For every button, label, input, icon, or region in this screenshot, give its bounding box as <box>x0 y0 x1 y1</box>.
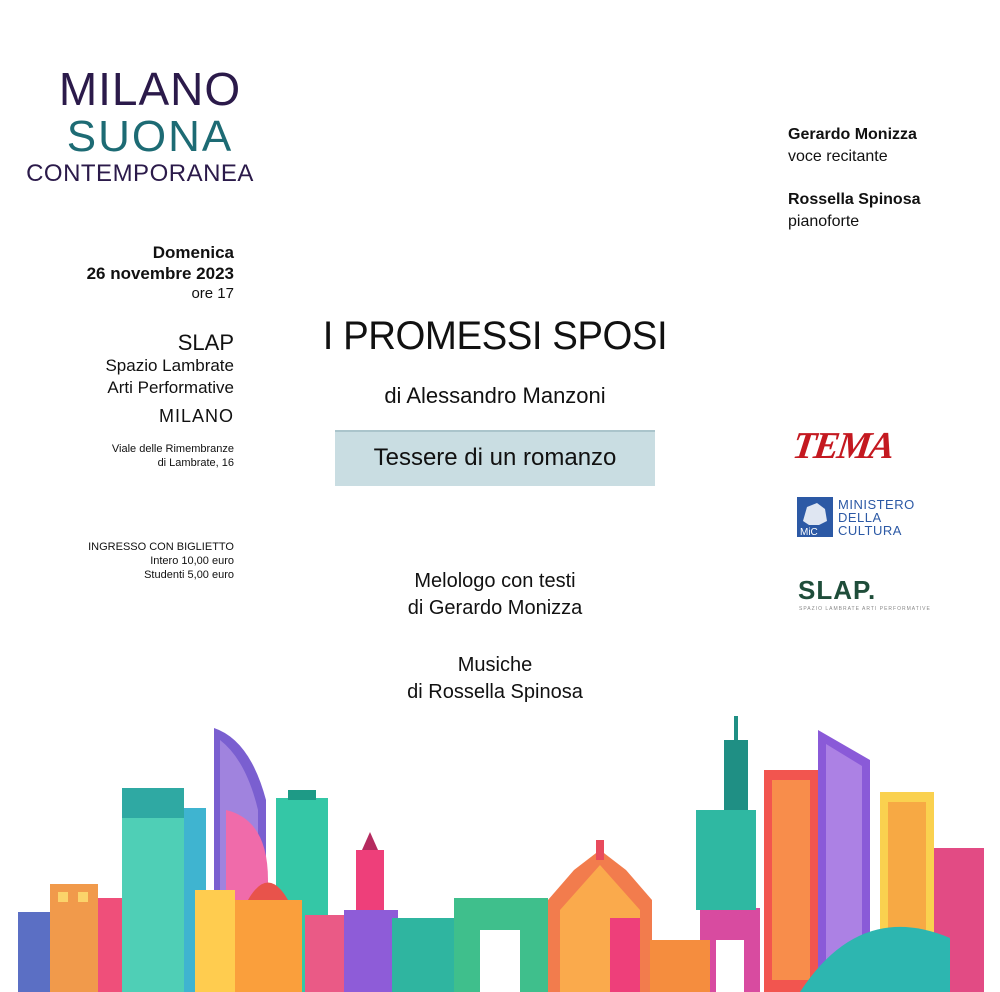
description-music-line1: Musiche <box>457 654 533 676</box>
performer-role: voce recitante <box>788 148 888 165</box>
ticket-heading: INGRESSO CON BIGLIETTO <box>88 541 234 553</box>
mic-logo-icon <box>797 497 833 537</box>
work-author: di Alessandro Manzoni <box>384 383 606 408</box>
mic-badge-text: MiC <box>800 527 818 537</box>
performer-name: Gerardo Monizza <box>788 126 917 143</box>
event-day: Domenica <box>152 243 234 262</box>
mic-line3: CULTURA <box>838 523 902 538</box>
milan-skyline-illustration <box>0 700 1000 992</box>
performer-name: Rossella Spinosa <box>788 191 921 208</box>
slap-logo: SLAP. <box>798 575 877 605</box>
description-text-line1: Melologo con testi <box>414 570 576 592</box>
description-music-line2: di Rossella Spinosa <box>407 681 583 703</box>
festival-logo-line1: MILANO <box>58 63 242 115</box>
tema-logo: TEMA <box>790 425 896 467</box>
performer-role: pianoforte <box>788 213 860 230</box>
venue-line2: Arti Performative <box>107 378 234 397</box>
address-line2: di Lambrate, 16 <box>157 457 234 469</box>
subtitle-box <box>335 430 655 486</box>
event-time: ore 17 <box>191 285 234 302</box>
mic-line1: MINISTERO <box>838 497 915 512</box>
work-title: I PROMESSI SPOSI <box>322 314 668 358</box>
venue-city: MILANO <box>158 406 234 426</box>
venue-line1: Spazio Lambrate <box>105 356 234 375</box>
ticket-full-price: Intero 10,00 euro <box>150 555 234 567</box>
description-text-line2: di Gerardo Monizza <box>407 597 583 619</box>
festival-logo-line3: CONTEMPORANEA <box>26 160 254 187</box>
mic-line2: DELLA <box>838 510 882 525</box>
slap-logo-subtitle: SPAZIO LAMBRATE ARTI PERFORMATIVE <box>799 606 931 612</box>
work-subtitle: Tessere di un romanzo <box>373 444 617 471</box>
venue-short: SLAP <box>177 330 234 355</box>
address-line1: Viale delle Rimembranze <box>111 443 234 455</box>
mic-logo-text <box>838 498 915 537</box>
ticket-student-price: Studenti 5,00 euro <box>144 569 234 581</box>
event-date: 26 novembre 2023 <box>86 264 234 283</box>
festival-logo-line2: SUONA <box>66 112 234 161</box>
